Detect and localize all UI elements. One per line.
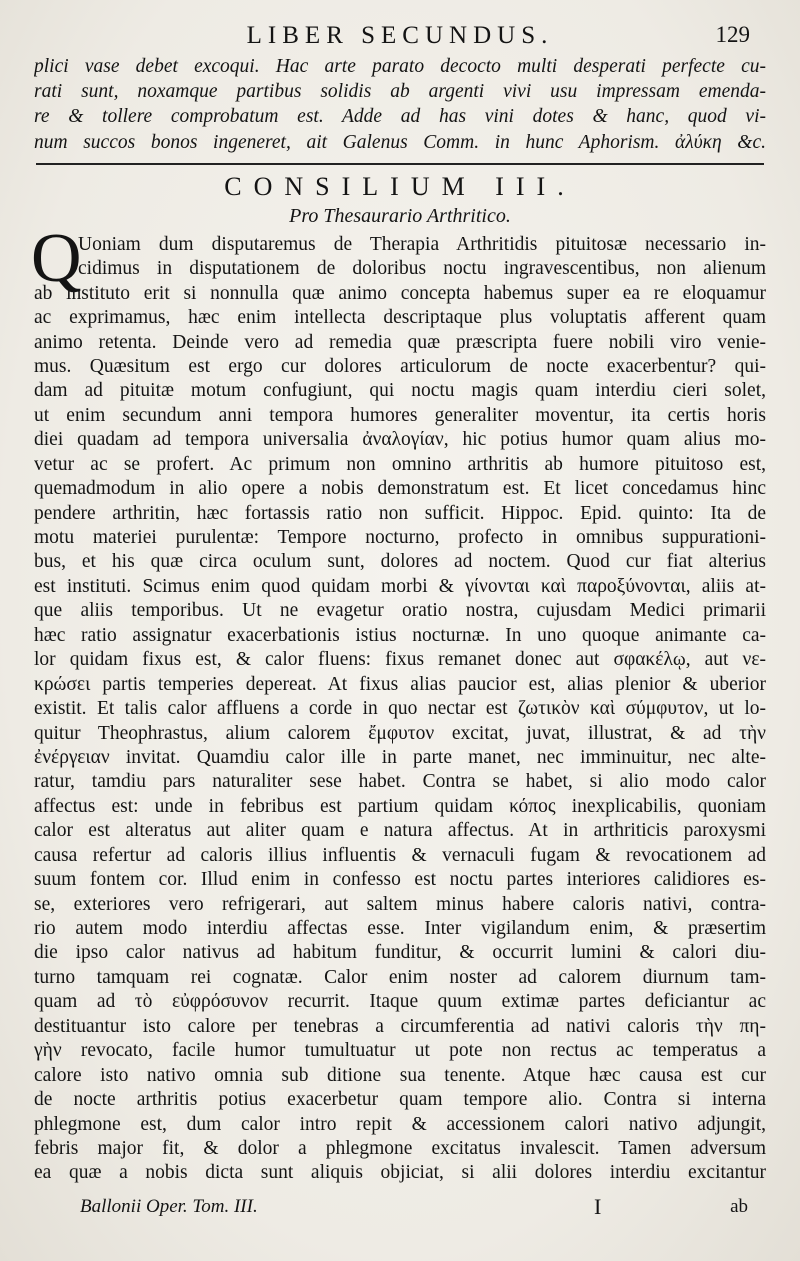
body-line: pendere arthritin, hæc fortassis ratio non sufficit. Hippoc. Epid. quinto: Ita de bbox=[34, 502, 766, 524]
body-line: rio autem modo interdiu affectas esse. Inter vigilandum enim, & præsertim bbox=[34, 918, 766, 939]
body-line: phlegmone est, dum calor intro repit & accessionem calori nativo adjungit, bbox=[34, 1113, 766, 1135]
body-line: motu materiei purulentæ: Tempore nocturno, profecto in omnibus suppurationi- bbox=[34, 527, 766, 548]
body-line: animo retenta. Deinde vero ad remedia quæ præscripta fuere nobili viro venie- bbox=[34, 331, 766, 353]
text-line: plici vase debet excoqui. Hac arte parato decocto multi desperati perfecte cu- bbox=[34, 56, 766, 77]
body-line: se, exteriores vero refrigerari, aut saltem minus habere caloris nativi, contra- bbox=[34, 893, 766, 915]
body-line: bus, et his quæ circa oculum sunt, dolores ad noctem. Quod cur fiat alterius bbox=[34, 551, 766, 573]
drop-cap: Q bbox=[31, 219, 82, 297]
body-lines bbox=[34, 233, 766, 1186]
body-line: quemadmodum in alio opere a nobis demonstratum est. Et licet concedamus hinc bbox=[34, 478, 766, 500]
body-line: affectus est: unde in febribus est partium quidam κόπος inexplicabilis, quoniam bbox=[34, 795, 766, 817]
body-line: quitur Theophrastus, alium calorem ἔμφυτον excitat, juvat, illustrat, & ad τὴν bbox=[34, 722, 766, 744]
running-title: LIBER SECUNDUS. bbox=[246, 22, 554, 49]
page-footer bbox=[34, 1192, 766, 1226]
body-line: ut enim secundum anni tempora humores generaliter moventur, ita certis horis bbox=[34, 404, 766, 426]
footer-signature: Ballonii Oper. Tom. III. bbox=[80, 1195, 258, 1217]
body-line: ratur, tamdiu pars naturaliter sese habet. Contra se habet, si alio modo calor bbox=[34, 771, 766, 793]
body-line: ab instituto erit si nonnulla quæ animo concepta habemus super ea re eloquamur bbox=[34, 282, 766, 304]
body-line: de nocte arthritis potius exacerbetur quam tempore alio. Contra si interna bbox=[34, 1089, 766, 1111]
body-line: ac exprimamus, hæc enim intellecta descriptaque plus voluptatis afferent quam bbox=[34, 307, 766, 329]
text-line: re & tollere comprobatum est. Adde ad has vini dotes & hanc, quod vi- bbox=[34, 106, 766, 128]
body-line: turno tamquam rei cognatæ. Calor enim noster ad calorem diurnum tam- bbox=[34, 966, 766, 988]
body-line: ἐνέργειαν invitat. Quamdiu calor ille in parte manet, nec imminuitur, nec alte- bbox=[34, 746, 766, 768]
body-line: existit. Et talis calor affluens a corde in quo nectar est ζωτικὸν καὶ σύμφυτον, ut lo- bbox=[34, 698, 766, 720]
body-line: dam ad pituitæ motum confugiunt, qui noctu magis quam interdiu cieri solet, bbox=[34, 380, 766, 402]
body-line: causa refertur ad caloris illius influentis & vernaculi fugam & revocationem ad bbox=[34, 844, 766, 866]
body-text bbox=[31, 219, 766, 1186]
running-head bbox=[34, 20, 766, 54]
body-line: die ipso calor nativus ad habitum funditur, & occurrit lumini & calori diu- bbox=[34, 942, 766, 964]
sheet-mark: I bbox=[594, 1193, 602, 1219]
intro-paragraph bbox=[34, 54, 766, 155]
body-line: hæc ratio assignatur exacerbationis istius nocturnæ. In uno quoque animante ca- bbox=[34, 624, 766, 646]
section-divider bbox=[36, 163, 764, 165]
body-line: diei quadam ad tempora universalia ἀναλογίαν, hic potius humor quam alius mo- bbox=[34, 429, 766, 451]
body-line: febris major fit, & dolor a phlegmone excitatus invalescit. Tamen adversum bbox=[34, 1137, 766, 1159]
catchword: ab bbox=[730, 1195, 748, 1217]
body-line: calor est alteratus aut aliter quam e natura affectus. At in arthriticis paroxysmi bbox=[34, 820, 766, 842]
body-line: destituantur isto calore per tenebras a circumferentia ad nativi caloris τὴν πη- bbox=[34, 1015, 766, 1037]
text-line: rati sunt, noxamque partibus solidis ab argenti vivi usu impressam emenda- bbox=[34, 81, 766, 103]
page-number: 129 bbox=[715, 22, 750, 47]
body-line: κρώσει partis temperies depereat. At fixus alias paucior est, alias plenior & uberior bbox=[34, 673, 766, 695]
body-line: cidimus in disputationem de doloribus noctu ingravescentibus, non alienum bbox=[78, 258, 766, 280]
body-line: Uoniam dum disputaremus de Therapia Arthritidis pituitosæ necessario in- bbox=[78, 233, 766, 255]
body-line: calore isto nativo omnia sub ditione sua tenente. Atque hæc causa est cur bbox=[34, 1064, 766, 1086]
text-line: num succos bonos ingeneret, ait Galenus Comm. in hunc Aphorism. ἀλύκη &c. bbox=[34, 131, 766, 153]
body-line: γὴν revocato, facile humor tumultuatur ut pote non rectus ac temperatus a bbox=[34, 1040, 766, 1062]
body-line: mus. Quæsitum est ergo cur dolores articulorum de nocte exacerbentur? qui- bbox=[34, 355, 766, 377]
section-heading: CONSILIUM III. bbox=[224, 171, 576, 201]
body-line: est instituti. Scimus enim quod quidam morbi & γίνονται καὶ παροξύνονται, aliis at- bbox=[34, 575, 766, 597]
body-line: suum fontem cor. Illud enim in confesso est noctu partes interiores calidiores es- bbox=[34, 869, 766, 891]
body-line: que aliis temporibus. Ut ne evagetur oratio nostra, cujusdam Medici primarii bbox=[34, 600, 766, 622]
body-line: ea quæ a nobis dicta sunt aliquis objiciat, si alii dolores interdiu excitantur bbox=[34, 1162, 766, 1184]
body-line: lor quidam fixus est, & calor fluens: fixus remanet donec aut σφακέλῳ, aut νε- bbox=[34, 649, 766, 671]
body-line: quam ad τὸ εὐφρόσυνον recurrit. Itaque quum extimæ partes deficiantur ac bbox=[34, 991, 766, 1013]
body-line: vetur ac se profert. Ac primum non omnino arthritis ab humore pituitoso est, bbox=[34, 453, 766, 475]
section-subheading: Pro Thesaurario Arthritico. bbox=[289, 204, 511, 227]
